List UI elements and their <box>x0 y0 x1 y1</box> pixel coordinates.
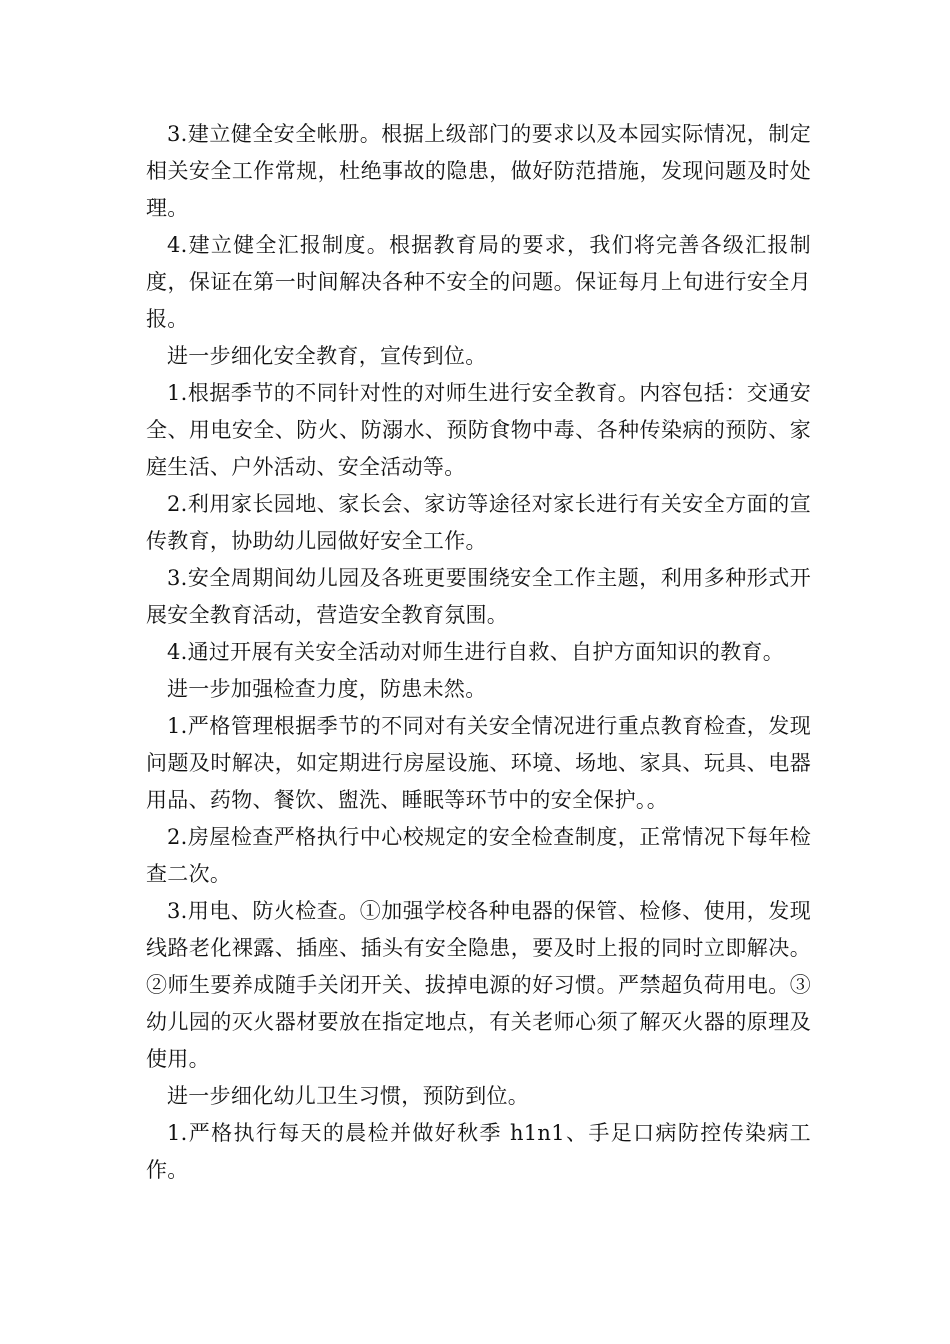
paragraph-morning-check: 1.严格执行每天的晨检并做好秋季 h1n1、手足口病防控传染病工作。 <box>146 1121 811 1182</box>
paragraph-safety-week: 3.安全周期间幼儿园及各班更要围绕安全工作主题，利用多种形式开展安全教育活动，营造安全教育氛围。 <box>146 566 811 627</box>
paragraph-strict-management: 1.严格管理根据季节的不同对有关安全情况进行重点教育检查，发现问题及时解决，如定期进行房屋设施、环境、场地、家具、玩具、电器用品、药物、餐饮、盥洗、睡眠等环节中的安全保护。。 <box>146 714 811 812</box>
section-heading-hygiene: 进一步细化幼儿卫生习惯，预防到位。 <box>167 1084 530 1108</box>
paragraph-seasonal-education: 1.根据季节的不同针对性的对师生进行安全教育。内容包括：交通安全、用电安全、防火、防溺水、预防食物中毒、各种传染病的预防、家庭生活、户外活动、安全活动等。 <box>146 381 811 479</box>
document-body <box>146 116 811 1189</box>
paragraph-reporting-system: 4.建立健全汇报制度。根据教育局的要求，我们将完善各级汇报制度，保证在第一时间解决各种不安全的问题。保证每月上旬进行安全月报。 <box>146 233 811 331</box>
paragraph-safety-ledger: 3.建立健全安全帐册。根据上级部门的要求以及本园实际情况，制定相关安全工作常规，杜绝事故的隐患，做好防范措施，发现问题及时处理。 <box>146 122 811 220</box>
section-heading-inspection: 进一步加强检查力度，防患未然。 <box>167 677 487 701</box>
section-heading-safety-education: 进一步细化安全教育，宣传到位。 <box>167 344 487 368</box>
paragraph-building-inspection: 2.房屋检查严格执行中心校规定的安全检查制度，正常情况下每年检查二次。 <box>146 825 811 886</box>
paragraph-electric-fire-inspection: 3.用电、防火检查。①加强学校各种电器的保管、检修、使用，发现线路老化裸露、插座、插头有安全隐患，要及时上报的同时立即解决。②师生要养成随手关闭开关、拔掉电源的好习惯。严禁超负荷用电。③幼儿园的灭火器材要放在指定地点，有关老师心须了解灭火器的原理及使用。 <box>146 899 811 1071</box>
paragraph-self-rescue: 4.通过开展有关安全活动对师生进行自救、自护方面知识的教育。 <box>167 640 785 664</box>
paragraph-parent-education: 2.利用家长园地、家长会、家访等途径对家长进行有关安全方面的宣传教育，协助幼儿园做好安全工作。 <box>146 492 811 553</box>
